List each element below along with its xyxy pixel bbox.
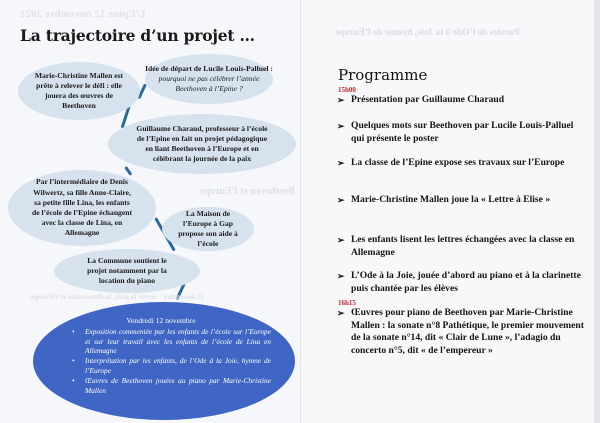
program-item-text: L’Ode à la Joie, jouée d’abord au piano et à la clarinette puis chantée par les élèves xyxy=(351,270,581,294)
event-ellipse xyxy=(33,302,295,420)
event-item: • Exposition commentée par les enfants de l’école sur l’Europe et sur leur travail avec les enfants de l’école de Lina en Allemagne xyxy=(85,327,271,356)
arrow-bullet-icon: ➢ xyxy=(337,95,345,105)
program-item xyxy=(337,157,586,170)
event-item: • Œuvres de Beethoven jouées au piano par Marie-Christine Mallen xyxy=(85,376,271,396)
session-time: 16h15 xyxy=(338,299,356,307)
bubble-text: Marie-Christine Mallen est prête à relever le défi : elle jouera des œuvres de Beethoven xyxy=(34,70,124,111)
program-item xyxy=(337,120,586,145)
bubble-text: La Maison de l’Europe à Gap propose son aide à l’école xyxy=(178,208,238,249)
event-date: Vendredi 12 novembre xyxy=(126,316,196,325)
program-item-text: Marie-Christine Mallen joue la « Lettre à Elise » xyxy=(351,194,551,205)
bubble-italic-text: pourquoi ne pas célébrer l’année Beethoven à l’Epine ? xyxy=(158,73,260,94)
session-time: 15h00 xyxy=(338,86,356,94)
program-item-text: Les enfants lisent les lettres échangées avec la classe en Allemagne xyxy=(351,234,575,258)
bubble-text: Guillaume Charaud, professeur à l’école de l’Epine en fait un projet pédagogique en liant Beethoven à l’Europe et en célébrant la journée de la paix xyxy=(136,123,268,164)
arrow-bullet-icon: ➢ xyxy=(337,121,345,131)
ghost-text: Beethoven et l’Europe xyxy=(200,186,295,197)
arrow-bullet-icon: ➢ xyxy=(337,195,345,205)
bubble-exchange xyxy=(8,170,156,246)
arrow-bullet-icon: ➢ xyxy=(337,158,345,168)
program-item-text: Quelques mots sur Beethoven par Lucile Louis-Palluel qui présente le poster xyxy=(351,120,574,144)
ghost-text: L’Epine 12 novembre 2021 xyxy=(20,8,146,20)
right-page xyxy=(300,0,600,423)
program-item xyxy=(337,307,586,357)
bubble-idea xyxy=(145,54,273,104)
bubble-pianist xyxy=(18,62,140,120)
bubble-text: Par l’intermédiaire de Denis Wilwertz, sa fille Anne-Claire, sa petite fille Lina, les enfants de l’école de l’Epine échangent avec la classe de Lina, en Allemagne xyxy=(32,177,132,238)
program-title: Programme xyxy=(338,66,428,84)
connector-line xyxy=(124,166,132,176)
bubble-maison-europe xyxy=(162,207,254,251)
bubble-commune xyxy=(54,249,200,293)
bubble-text: Idée de départ de Lucile Louis-Palluel : xyxy=(145,63,273,73)
program-item-text: Œuvres pour piano de Beethoven par Marie-Christine Mallen : la sonate n°8 Pathétique, le premier mouvement de la sonate n°14, dit « Clair de Lune », l’adagio du concerto n°5, dit « de l’empereur » xyxy=(351,307,584,356)
ghost-text: Paroles de l’Ode à la Joie, hymne de l’Europe xyxy=(335,28,520,38)
event-list xyxy=(71,327,271,396)
program-item-text: La classe de l’Epine expose ses travaux sur l’Europe xyxy=(351,157,565,168)
program-item xyxy=(337,270,586,295)
program-item xyxy=(337,94,586,107)
arrow-bullet-icon: ➢ xyxy=(337,235,345,245)
arrow-bullet-icon: ➢ xyxy=(337,271,345,281)
bubble-text: La Commune soutient le projet notamment par la location du piano xyxy=(87,255,167,286)
page-title: La trajectoire d’un projet … xyxy=(20,26,255,45)
bubble-teacher xyxy=(108,114,296,174)
program-item xyxy=(337,234,586,259)
program-item xyxy=(337,194,586,207)
program-item-text: Présentation par Guillaume Charaud xyxy=(351,94,505,105)
event-item: • Interprétation par les enfants, de l’Ode à la Joie, hymne de l’Europe xyxy=(85,356,271,376)
ghost-text: 11 novembre : servir la paix, la démocratie et l’Europe xyxy=(30,292,205,301)
arrow-bullet-icon: ➢ xyxy=(337,308,345,318)
